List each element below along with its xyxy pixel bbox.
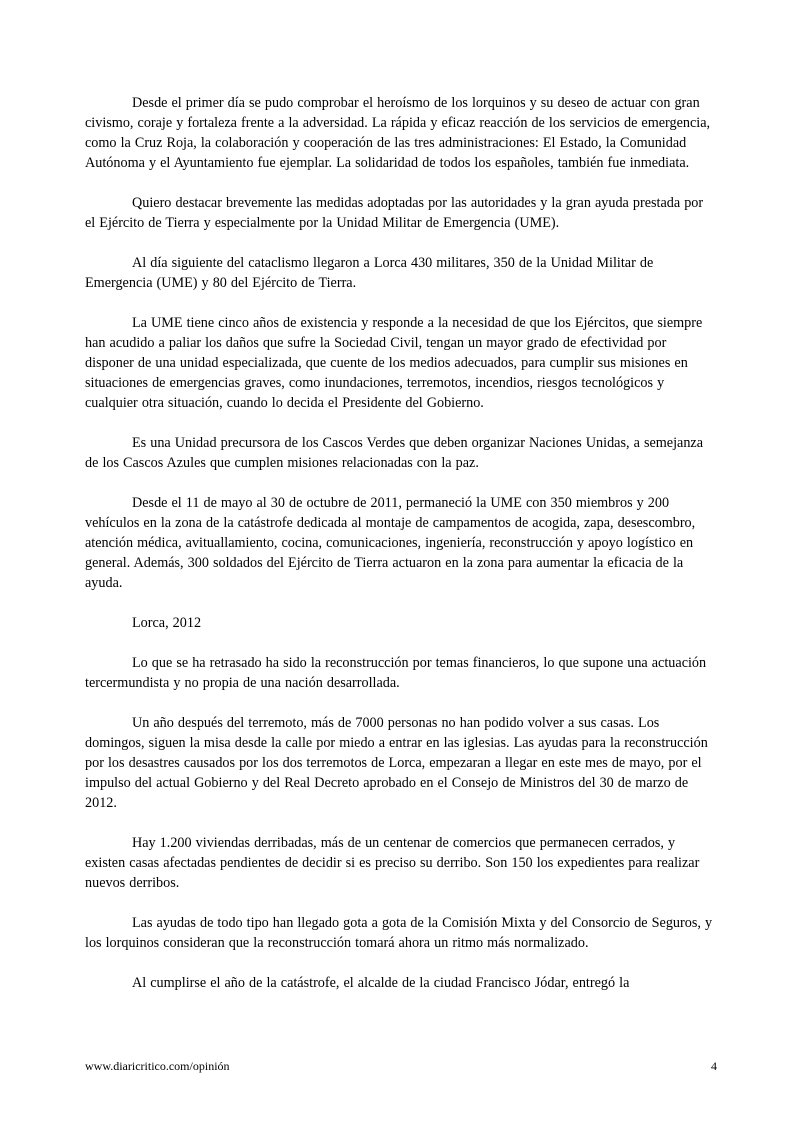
paragraph-cascos-verdes: Es una Unidad precursora de los Cascos Verdes que deben organizar Naciones Unidas, a semejanza de los Cascos Azules que cumplen misiones relacionadas con la paz. — [85, 435, 704, 471]
section-heading-lorca-2012: Lorca, 2012 — [132, 615, 202, 631]
page-number: 4 — [711, 1059, 717, 1073]
paragraph-viviendas: Hay 1.200 viviendas derribadas, más de un centenar de comercios que permanecen cerrados, y existen casas afectadas pendientes de decidir si es preciso su derribo. Son 150 los expedientes para realizar nuevos derribos. — [85, 835, 700, 891]
paragraph-medidas: Quiero destacar brevemente las medidas adoptadas por las autoridades y la gran ayuda prestada por el Ejército de Tierra y especialmente por la Unidad Militar de Emergencia (UME). — [85, 195, 704, 231]
paragraph-un-ano-despues: Un año después del terremoto, más de 7000 personas no han podido volver a sus casas. Los domingos, siguen la misa desde la calle por miedo a entrar en las iglesias. Las ayudas para la reconstrucción por los desastres causados por los dos terremotos de Lorca, empezaran a llegar en este mes de mayo, por el impulso del actual Gobierno y del Real Decreto aprobado en el Consejo de Ministros del 30 de marzo de 2012. — [85, 715, 708, 811]
paragraph-militares: Al día siguiente del cataclismo llegaron a Lorca 430 militares, 350 de la Unidad Militar de Emergencia (UME) y 80 del Ejército de Tierra. — [85, 255, 654, 291]
paragraph-ayudas: Las ayudas de todo tipo han llegado gota a gota de la Comisión Mixta y del Consorcio de Seguros, y los lorquinos consideran que la reconstrucción tomará ahora un ritmo más normalizado. — [85, 915, 713, 951]
paragraph-reconstruccion: Lo que se ha retrasado ha sido la reconstrucción por temas financieros, lo que supone una actuación tercermundista y no propia de una nación desarrollada. — [85, 655, 707, 691]
paragraph-permanencia-ume: Desde el 11 de mayo al 30 de octubre de 2011, permaneció la UME con 350 miembros y 200 vehículos en la zona de la catástrofe dedicada al montaje de campamentos de acogida, zapa, desescombro, atención médica, avituallamiento, cocina, comunicaciones, ingeniería, reconstrucción y apoyo logístico en general. Además, 300 soldados del Ejército de Tierra actuaron en la zona para aumentar la eficacia de la ayuda. — [85, 495, 696, 591]
document-body — [85, 93, 717, 993]
footer-url: www.diaricritico.com/opinión — [85, 1059, 230, 1073]
paragraph-heroismo: Desde el primer día se pudo comprobar el heroísmo de los lorquinos y su deseo de actuar con gran civismo, coraje y fortaleza frente a la adversidad. La rápida y eficaz reacción de los servicios de emergencia, como la Cruz Roja, la colaboración y cooperación de las tres administraciones: El Estado, la Comunidad Autónoma y el Ayuntamiento fue ejemplar. La solidaridad de todos los españoles, también fue inmediata. — [85, 95, 711, 171]
paragraph-alcalde: Al cumplirse el año de la catástrofe, el alcalde de la ciudad Francisco Jódar, entregó la — [132, 975, 630, 991]
paragraph-ume: La UME tiene cinco años de existencia y responde a la necesidad de que los Ejércitos, que siempre han acudido a paliar los daños que sufre la Sociedad Civil, tengan un mayor grado de efectividad por disponer de una unidad especializada, que cuente de los medios adecuados, para cumplir sus misiones en situaciones de emergencias graves, como inundaciones, terremotos, incendios, riesgos tecnológicos y cualquier otra situación, cuando lo decida el Presidente del Gobierno. — [85, 315, 703, 411]
